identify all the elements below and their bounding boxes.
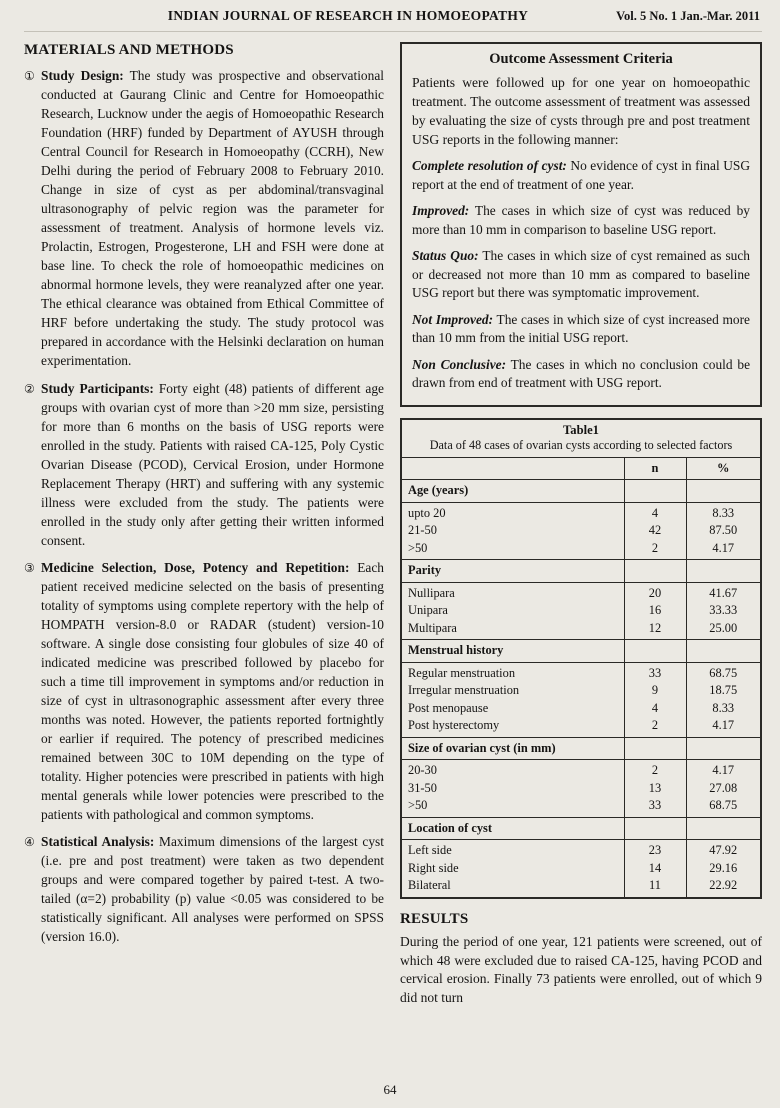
table-cell: 33: [624, 797, 686, 817]
left-column: [24, 42, 384, 1008]
method-item-text: Medicine Selection, Dose, Potency and Repetition: Each patient received medicine selected on the basis of presenting totality of symptoms using complete repertory with the help of HOMPATH version-8.0 or RADAR (student) version-10 software. A single dose consisting four globules of size 40 of indicated medicine was prescribed followed by placebo for such a time till improvement in symptoms and/or reduction in size of cyst in ultrasonographic assessment after every three months was noted. However, the patients reported fortnightly or earlier if required. The potency of prescribed medicines remained between 30C to 10M depending on the type of totality. Higher potencies were prescribed in patients with high mental generals while lower potencies were prescribed to the patients with pathological and common symptoms.: [41, 559, 384, 823]
factors-table: [402, 457, 760, 897]
criterion-label: Non Conclusive:: [412, 356, 507, 372]
table-row: [402, 682, 760, 700]
table-row: [402, 717, 760, 737]
criterion-label: Status Quo:: [412, 248, 479, 264]
method-item-label: Study Participants:: [41, 380, 154, 396]
page-footer: [0, 1082, 780, 1098]
table-cell: Post menopause: [402, 700, 624, 718]
table-cell: Nullipara: [402, 582, 624, 602]
table-cell: Menstrual history: [402, 640, 624, 663]
table-cell: [686, 560, 760, 583]
table-cell: Bilateral: [402, 877, 624, 897]
circled-number-icon: ③: [24, 560, 35, 575]
method-item: [24, 558, 384, 824]
table-cell: 4.17: [712, 763, 735, 778]
table-cell: Unipara: [402, 602, 624, 620]
table-row: [402, 602, 760, 620]
table-cell: 4.17: [712, 540, 735, 555]
table-subtitle: Data of 48 cases of ovarian cysts according to selected factors: [429, 437, 733, 452]
criterion-item: Status Quo: The cases in which size of cyst remained as such or decreased not more than 10 mm as compared to baseline USG report but there was symptomatic improvement.: [412, 248, 750, 301]
table-cell: 87.50: [709, 523, 738, 538]
methods-heading: MATERIALS AND METHODS: [24, 42, 234, 58]
criterion-item: Improved: The cases in which size of cyst was reduced by more than 10 mm in comparison to baseline USG report.: [412, 203, 750, 237]
outcome-title: Outcome Assessment Criteria: [489, 51, 673, 67]
table-cell: %: [686, 457, 760, 480]
journal-title: INDIAN JOURNAL OF RESEARCH IN HOMOEOPATHY: [167, 8, 529, 23]
table-row: [402, 662, 760, 682]
criterion-item: Complete resolution of cyst: No evidence of cyst in final USG report at the end of treatment of one year.: [412, 158, 750, 192]
table-cell: Parity: [402, 560, 624, 583]
table-row: [402, 860, 760, 878]
method-item-label: Study Design:: [41, 68, 124, 83]
table-group-row: [402, 817, 760, 840]
table-cell: 33.33: [709, 603, 738, 618]
table-cell: 8.33: [712, 700, 735, 715]
criterion-item: Not Improved: The cases in which size of cyst increased more than 10 mm from the initial USG report.: [412, 311, 750, 346]
method-item-text: Study Design: The study was prospective and observational conducted at Gaurang Clinic and Centre for Homoeopathic Research, Lucknow under the aegis of Homoeopathic Research Foundation (HRF) funded by Department of AYUSH through Central Council for Research in Homoeopathy (CCRH), New Delhi during the period of February 2008 to February 2010. Change in size of cyst as per abdominal/transvaginal ultrasonography of pelvic region was the parameter for assessment of treatment. Analysis of hormone levels viz. Prolactin, Estrogen, Progesterone, LH and FSH were done at base line. To check the role of homoeopathic medicines on abnormal hormone levels, they were reanalyzed after one year. The ethical clearance was obtained from Ethical Committee of HRF before undertaking the study. The study protocol was prepared in accordance with the Helsinki declaration on human experimentation.: [41, 68, 384, 369]
page-header: [24, 8, 762, 32]
criteria-list: [412, 157, 750, 393]
table-cell: [624, 737, 686, 760]
table-cell: Age (years): [402, 480, 624, 503]
issue-info: Vol. 5 No. 1 Jan.-Mar. 2011: [616, 9, 760, 23]
table-cell: 18.75: [709, 683, 738, 698]
method-item: [24, 379, 384, 550]
table-group-row: [402, 480, 760, 503]
table-row: [402, 840, 760, 860]
table-cell: 33: [624, 662, 686, 682]
table-row: [402, 540, 760, 560]
table-group-row: [402, 640, 760, 663]
table-cell: [686, 640, 760, 663]
circled-number-icon: ①: [24, 69, 35, 83]
table-row: [402, 502, 760, 522]
table-cell: 31-50: [402, 780, 624, 798]
table-cell: Multipara: [402, 620, 624, 640]
page-number: 64: [383, 1082, 397, 1097]
table-header-row: [402, 457, 760, 480]
table-cell: >50: [402, 797, 624, 817]
table-caption: [402, 420, 760, 457]
table-row: [402, 522, 760, 540]
table-row: [402, 780, 760, 798]
right-column: [400, 42, 762, 1008]
table-cell: Right side: [402, 860, 624, 878]
table-row: [402, 760, 760, 780]
table-cell: Size of ovarian cyst (in mm): [402, 737, 624, 760]
table-cell: 4: [624, 502, 686, 522]
method-item: [24, 66, 384, 371]
table-title: Table1: [563, 422, 599, 437]
table-cell: Left side: [402, 840, 624, 860]
method-item-text: Statistical Analysis: Maximum dimensions of the largest cyst (i.e. pre and post treatment) were taken as two dependent groups and were compared together by paired t-test. A two-tailed (α=2) probability (p) value <0.05 was considered to be statistically significant. All analyses were performed on SPSS (version 16.0).: [41, 834, 384, 945]
table-cell: n: [624, 457, 686, 480]
table-cell: 20-30: [402, 760, 624, 780]
table-cell: Post hysterectomy: [402, 717, 624, 737]
table-cell: 22.92: [709, 878, 738, 893]
table-group-row: [402, 737, 760, 760]
table-cell: 21-50: [402, 522, 624, 540]
table-cell: Location of cyst: [402, 817, 624, 840]
table-cell: 8.33: [712, 505, 735, 520]
criterion-item: Non Conclusive: The cases in which no conclusion could be drawn from end of treatment with USG report.: [412, 356, 751, 391]
table-cell: 41.67: [709, 585, 738, 600]
table-row: [402, 700, 760, 718]
table-cell: 14: [624, 860, 686, 878]
criterion-label: Complete resolution of cyst:: [412, 158, 567, 174]
results-heading: RESULTS: [400, 910, 469, 927]
results-section: [400, 911, 762, 1009]
table-container: [400, 418, 762, 899]
circled-number-icon: ④: [24, 835, 35, 850]
table-cell: Irregular menstruation: [402, 682, 624, 700]
table-row: [402, 877, 760, 897]
table-cell: 27.08: [709, 780, 738, 795]
table-cell: 9: [624, 682, 686, 700]
circled-number-icon: ②: [24, 381, 35, 396]
table-cell: 20: [624, 582, 686, 602]
table-cell: 2: [624, 760, 686, 780]
table-cell: [686, 817, 760, 840]
table-cell: 68.75: [709, 798, 738, 813]
methods-list: [24, 66, 384, 946]
outcome-box: [400, 42, 762, 407]
table-cell: 42: [624, 522, 686, 540]
method-item-label: Statistical Analysis:: [41, 834, 155, 850]
method-item-label: Medicine Selection, Dose, Potency and Repetition:: [41, 559, 350, 575]
table-cell: 25.00: [709, 620, 738, 635]
table-cell: [624, 640, 686, 663]
table-cell: [686, 480, 760, 503]
table-cell: 13: [624, 780, 686, 798]
table-cell: 16: [624, 602, 686, 620]
table-cell: 47.92: [709, 843, 738, 858]
table-cell: [624, 560, 686, 583]
table-row: [402, 582, 760, 602]
criterion-label: Not Improved:: [412, 311, 494, 327]
method-item-text: Study Participants: Forty eight (48) patients of different age groups with ovarian cyst of more than >20 mm size, persisting for more than 6 months on the basis of USG reports were enrolled in the study. Patients with raised CA-125, Poly Cystic Ovarian Disease (PCOD), Cervical Erosion, under Hormone Replacement Therapy (HRT) and suffering with any systemic illness were excluded from the study. The patients were enrolled in the study only after getting their written informed consent.: [41, 380, 384, 548]
table-row: [402, 797, 760, 817]
table-cell: [624, 480, 686, 503]
table-cell: 2: [624, 540, 686, 560]
table-group-row: [402, 560, 760, 583]
table-cell: [402, 457, 624, 480]
table-cell: 4: [624, 700, 686, 718]
table-cell: [624, 817, 686, 840]
method-item: [24, 832, 384, 946]
table-cell: 11: [624, 877, 686, 897]
table-cell: upto 20: [402, 502, 624, 522]
table-cell: >50: [402, 540, 624, 560]
outcome-intro: Patients were followed up for one year on homoeopathic treatment. The outcome assessment of treatment was assessed by evaluating the size of cysts through pre and post treatment USG reports in the following manner:: [412, 75, 750, 148]
results-text: During the period of one year, 121 patients were screened, out of which 48 were excluded due to raised CA-125, having PCOD and cervical erosion. Finally 73 patients were enrolled, out of which 9 did not turn: [400, 933, 762, 1006]
table-cell: 12: [624, 620, 686, 640]
table-cell: 2: [624, 717, 686, 737]
table-cell: Regular menstruation: [402, 662, 624, 682]
table-row: [402, 620, 760, 640]
criterion-label: Improved:: [412, 203, 470, 219]
table-cell: 68.75: [709, 665, 738, 680]
two-column-layout: [24, 42, 762, 1008]
table-cell: 23: [624, 840, 686, 860]
table-cell: 4.17: [712, 718, 735, 733]
table-cell: 29.16: [709, 860, 738, 875]
factors-table-body: [402, 457, 760, 897]
table-cell: [686, 737, 760, 760]
